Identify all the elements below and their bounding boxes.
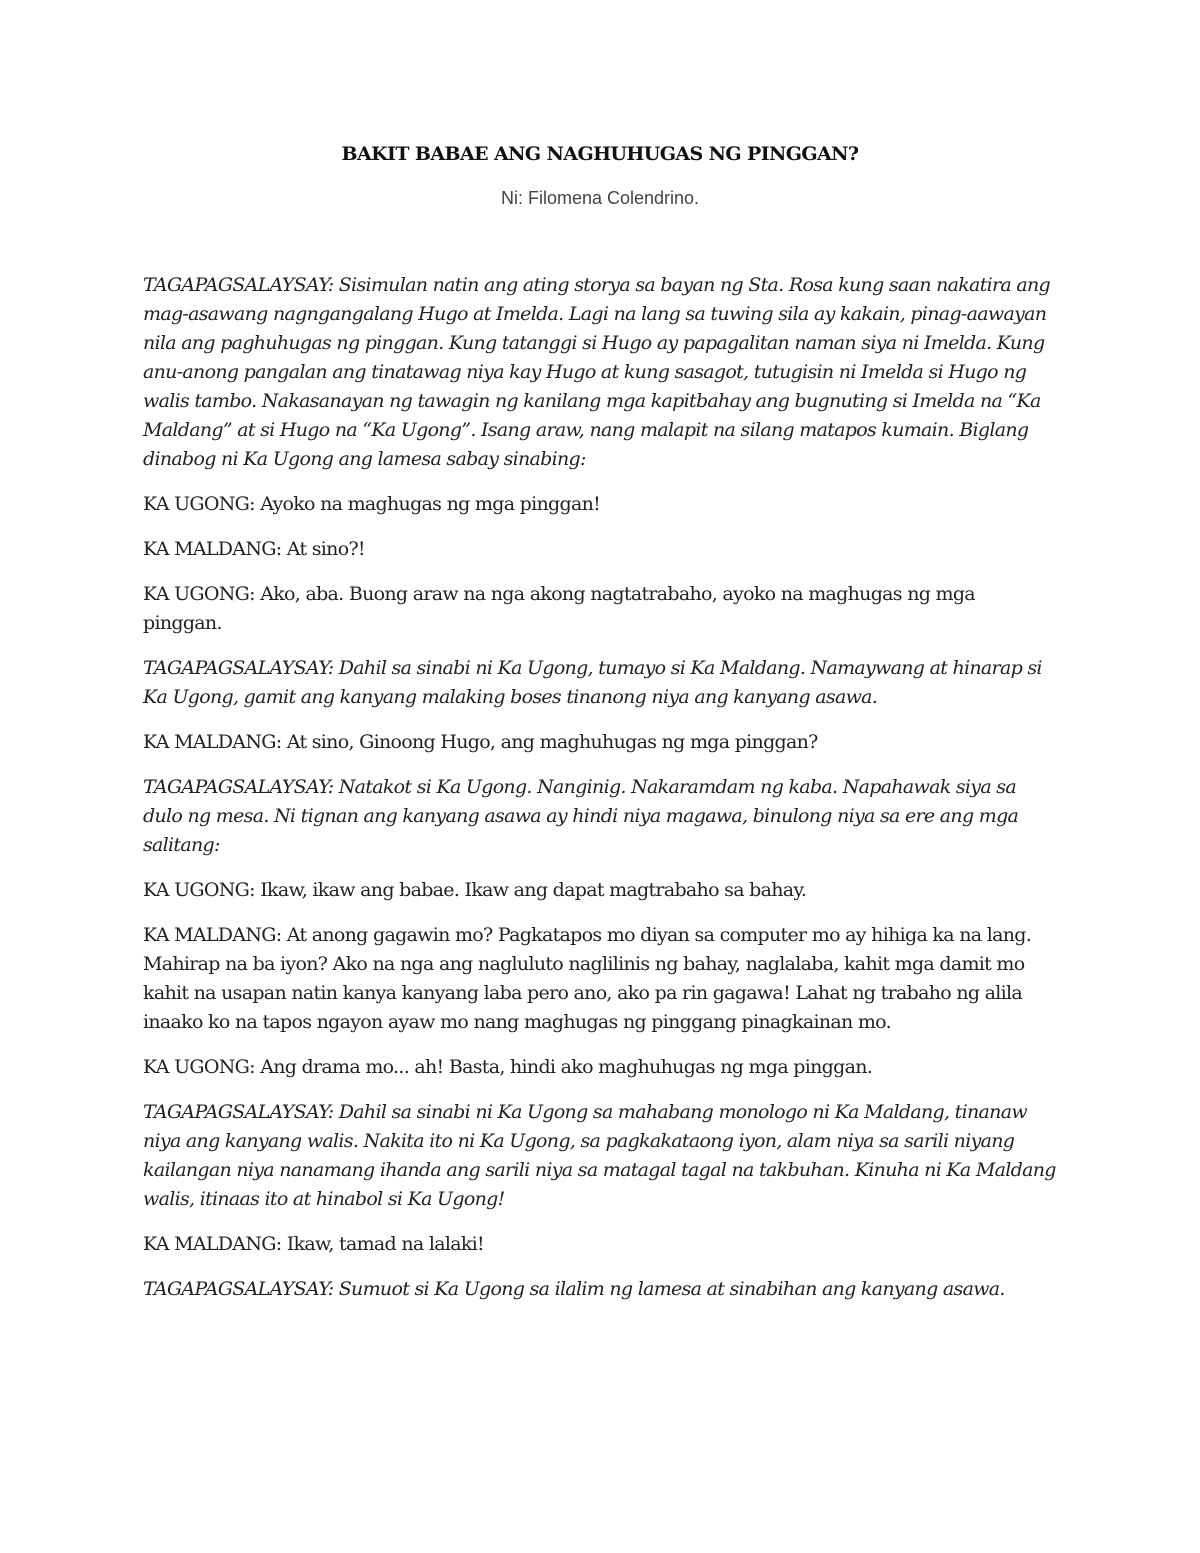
dialogue-paragraph: KA MALDANG: Ikaw, tamad na lalaki! [143, 1233, 484, 1255]
narration-paragraph: TAGAPAGSALAYSAY: Sumuot si Ka Ugong sa ilalim ng lamesa at sinabihan ang kanyang asawa. [143, 1278, 1005, 1300]
dialogue-paragraph: KA UGONG: Ako, aba. Buong araw na nga akong nagtatrabaho, ayoko na maghugas ng mga pinggan. [143, 583, 975, 634]
dialogue-paragraph: KA MALDANG: At sino?! [143, 538, 365, 560]
dialogue-paragraph: KA UGONG: Ikaw, ikaw ang babae. Ikaw ang dapat magtrabaho sa bahay. [143, 879, 807, 901]
dialogue-paragraph: KA UGONG: Ang drama mo... ah! Basta, hindi ako maghuhugas ng mga pinggan. [143, 1056, 873, 1078]
dialogue-paragraph: KA UGONG: Ayoko na maghugas ng mga pinggan! [143, 493, 601, 515]
document-author: Ni: Filomena Colendrino. [500, 188, 700, 208]
narration-paragraph: TAGAPAGSALAYSAY: Dahil sa sinabi ni Ka Ugong, tumayo si Ka Maldang. Namaywang at hinarap si Ka Ugong, gamit ang kanyang malaking boses tinanong niya ang kanyang asawa. [143, 657, 1042, 708]
dialogue-paragraph: KA MALDANG: At sino, Ginoong Hugo, ang maghuhugas ng mga pinggan? [143, 731, 818, 753]
narration-paragraph: TAGAPAGSALAYSAY: Natakot si Ka Ugong. Nanginig. Nakaramdam ng kaba. Napahawak siya sa dulo ng mesa. Ni tignan ang kanyang asawa ay hindi niya magawa, binulong niya sa ere ang mga salitang: [143, 776, 1019, 856]
narration-paragraph: TAGAPAGSALAYSAY: Sisimulan natin ang ating storya sa bayan ng Sta. Rosa kung saan nakatira ang mag-asawang nagngangalang Hugo at Imelda. Lagi na lang sa tuwing sila ay kakain, pinag-aawayan nila ang paghuhugas ng pinggan. Kung tatanggi si Hugo ay papagalitan naman siya ni Imelda. Kung anu-anong pangalan ang tinatawag niya kay Hugo at kung sasagot, tutugisin ni Imelda si Hugo ng walis tambo. Nakasanayan ng tawagin ng kanilang mga kapitbahay ang bugnuting si Imelda na “Ka Maldang” at si Hugo na “Ka Ugong”. Isang araw, nang malapit na silang matapos kumain. Biglang dinabog ni Ka Ugong ang lamesa sabay sinabing: [143, 274, 1050, 470]
document-body [143, 271, 1058, 1320]
document-title: BAKIT BABAE ANG NAGHUHUGAS NG PINGGAN? [341, 143, 859, 165]
dialogue-paragraph: KA MALDANG: At anong gagawin mo? Pagkatapos mo diyan sa computer mo ay hihiga ka na lang. Mahirap na ba iyon? Ako na nga ang nagluluto naglilinis ng bahay, naglalaba, kahit mga damit mo kahit na usapan natin kanya kanyang laba pero ano, ako pa rin gagawa! Lahat ng trabaho ng alila inaako ko na tapos ngayon ayaw mo nang maghugas ng pinggang pinagkainan mo. [143, 924, 1032, 1033]
narration-paragraph: TAGAPAGSALAYSAY: Dahil sa sinabi ni Ka Ugong sa mahabang monologo ni Ka Maldang, tinanaw niya ang kanyang walis. Nakita ito ni Ka Ugong, sa pagkakataong iyon, alam niya sa sarili niyang kailangan niya nanamang ihanda ang sarili niya sa matagal tagal na takbuhan. Kinuha ni Ka Maldang walis, itinaas ito at hinabol si Ka Ugong! [143, 1101, 1056, 1210]
